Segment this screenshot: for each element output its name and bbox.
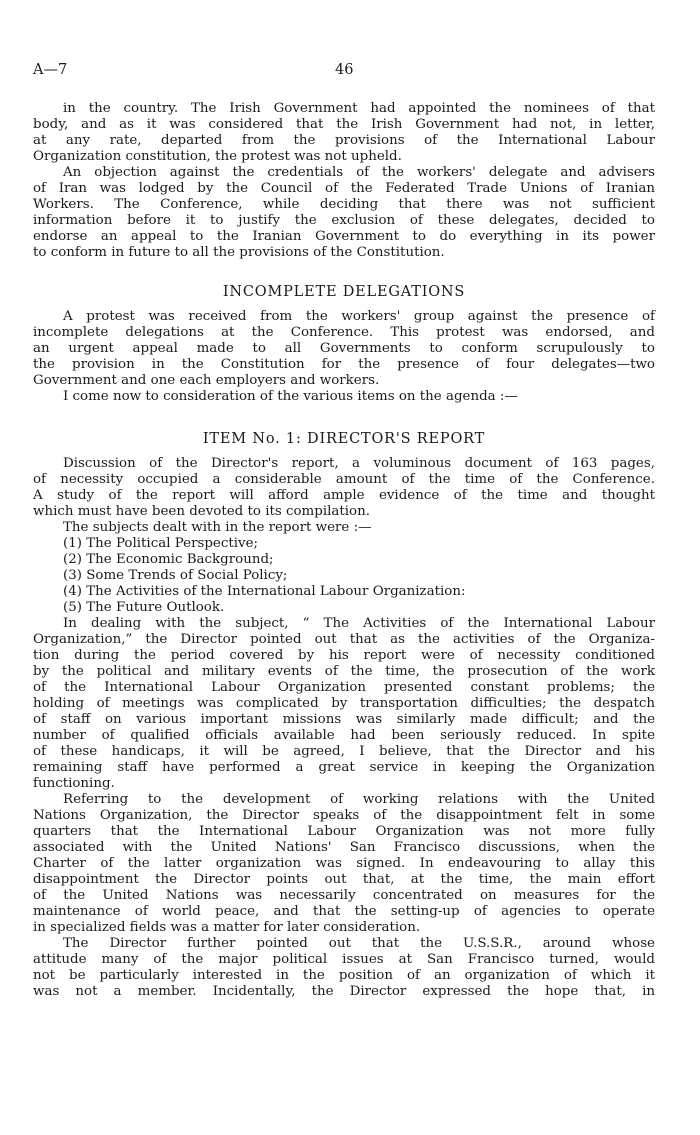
text-line: in the country. The Irish Government had appointed the nominees of that: [63, 101, 655, 116]
section-irish-iranian-credentials: [33, 101, 655, 261]
text-line: the provision in the Constitution for the presence of four delegates—two: [33, 357, 655, 372]
text-line: to conform in future to all the provisions of the Constitution.: [33, 245, 445, 260]
text-line: disappointment the Director points out that, at the time, the main effort: [33, 872, 655, 887]
heading-incomplete-delegations: INCOMPLETE DELEGATIONS: [222, 284, 466, 300]
text-line: incomplete delegations at the Conference. This protest was endorsed, and: [33, 325, 655, 340]
paragraph: [33, 936, 655, 1000]
text-line: information before it to justify the exclusion of these delegates, decided to: [33, 213, 655, 228]
page-body: [33, 101, 655, 1000]
subject-list-item: (3) Some Trends of Social Policy;: [63, 568, 288, 583]
text-line: Nations Organization, the Director speaks of the disappointment felt in some: [33, 808, 655, 823]
page-header: [33, 62, 655, 82]
text-line: of the International Labour Organization presented constant problems; the: [33, 680, 655, 695]
paragraph: [33, 456, 655, 520]
text-line: Discussion of the Director's report, a voluminous document of 163 pages,: [63, 456, 655, 471]
text-line: attitude many of the major political issues at San Francisco turned, would: [33, 952, 655, 967]
paragraph: [33, 792, 655, 936]
subject-list-item: (1) The Political Perspective;: [63, 536, 259, 551]
text-line: holding of meetings was complicated by transportation difficulties; the despatch: [33, 696, 655, 711]
text-line: which must have been devoted to its compilation.: [33, 504, 370, 519]
text-line: associated with the United Nations' San Francisco discussions, when the: [33, 840, 655, 855]
subject-list-item: (2) The Economic Background;: [63, 552, 274, 567]
text-line: tion during the period covered by his report were of necessity conditioned: [33, 648, 655, 663]
heading-item-1-directors-report: ITEM No. 1: DIRECTOR'S REPORT: [202, 431, 486, 447]
text-line: not be particularly interested in the position of an organization of which it: [33, 968, 655, 983]
text-line: body, and as it was considered that the Irish Government had not, in letter,: [33, 117, 655, 132]
text-line: by the political and military events of the time, the prosecution of the work: [33, 664, 655, 679]
text-line: The Director further pointed out that the U.S.S.R., around whose: [63, 936, 655, 951]
text-line: An objection against the credentials of the workers' delegate and advisers: [63, 165, 655, 180]
text-line: Organization,” the Director pointed out that as the activities of the Organiza-: [33, 632, 655, 647]
text-line: of these handicaps, it will be agreed, I believe, that the Director and his: [33, 744, 655, 759]
text-line: The subjects dealt with in the report were :—: [63, 520, 372, 535]
text-line: remaining staff have performed a great service in keeping the Organization: [33, 760, 655, 775]
text-line: Referring to the development of working relations with the United: [63, 792, 655, 807]
text-line: Organization constitution, the protest was not upheld.: [33, 149, 402, 164]
text-line: number of qualified officials available had been seriously reduced. In spite: [33, 728, 655, 743]
subject-list-item: (5) The Future Outlook.: [63, 600, 225, 615]
paragraph: [33, 165, 655, 261]
parliamentary-paper-code: A—7: [33, 62, 68, 78]
paragraph: [33, 389, 655, 405]
text-line: quarters that the International Labour Organization was not more fully: [33, 824, 655, 839]
text-line: an urgent appeal made to all Governments to conform scrupulously to: [33, 341, 655, 356]
text-line: A protest was received from the workers' group against the presence of: [63, 309, 655, 324]
text-line: A study of the report will afford ample evidence of the time and thought: [33, 488, 655, 503]
paragraph: [33, 616, 655, 792]
text-line: In dealing with the subject, “ The Activities of the International Labour: [63, 616, 655, 631]
paragraph: [33, 309, 655, 389]
section-directors-report-discussion: [33, 616, 655, 1000]
text-line: in specialized fields was a matter for later consideration.: [33, 920, 421, 935]
text-line: of Iran was lodged by the Council of the Federated Trade Unions of Iranian: [33, 181, 655, 196]
text-line: of the United Nations was necessarily concentrated on measures for the: [33, 888, 655, 903]
text-line: Charter of the latter organization was signed. In endeavouring to allay this: [33, 856, 655, 871]
text-line: endorse an appeal to the Iranian Government to do everything in its power: [33, 229, 655, 244]
subject-list-item: (4) The Activities of the International Labour Organization:: [63, 584, 466, 599]
text-line: of necessity occupied a considerable amount of the time of the Conference.: [33, 472, 655, 487]
paragraph: [33, 101, 655, 165]
text-line: at any rate, departed from the provisions of the International Labour: [33, 133, 655, 148]
page-number: 46: [335, 62, 354, 78]
paragraph: [33, 520, 655, 536]
section-incomplete-delegations: [33, 309, 655, 405]
subjects-list: [33, 536, 655, 616]
text-line: of staff on various important missions was similarly made difficult; and the: [33, 712, 655, 727]
text-line: was not a member. Incidentally, the Director expressed the hope that, in: [33, 984, 655, 999]
text-line: functioning.: [33, 776, 115, 791]
section-directors-report-intro: [33, 456, 655, 536]
text-line: Government and one each employers and workers.: [33, 373, 380, 388]
text-line: Workers. The Conference, while deciding that there was not sufficient: [33, 197, 655, 212]
text-line: I come now to consideration of the various items on the agenda :—: [63, 389, 518, 404]
text-line: maintenance of world peace, and that the setting-up of agencies to operate: [33, 904, 655, 919]
